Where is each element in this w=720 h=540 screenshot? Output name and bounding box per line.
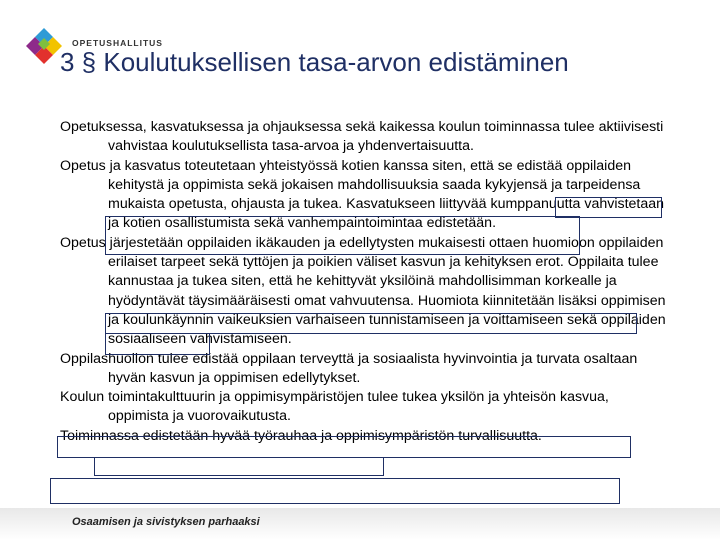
footer-slogan: Osaamisen ja sivistyksen parhaaksi xyxy=(72,516,260,528)
highlight-box xyxy=(105,313,637,334)
opetushallitus-logo-icon xyxy=(24,26,64,66)
paragraph: Opetus ja kasvatus toteutetaan yhteistyössä kotien kanssa siten, että se edistää oppilaiden kehitystä ja oppimista sekä jokaisen mahdollisuuksia saada kykyjensä ja tarpeidensa mukaista opetusta, ohjausta ja tukea. Kasvatukseen liittyvää kumppanuutta vahvistetaan ja kotien osallistumista sekä vanhempaintoimintaa edistetään. xyxy=(60,157,665,232)
slide-body xyxy=(60,118,670,446)
highlight-box xyxy=(50,478,620,504)
highlight-box xyxy=(105,216,580,255)
highlight-box xyxy=(57,436,631,458)
paragraph: Opetus järjestetään oppilaiden ikäkauden ja edellytysten mukaisesti ottaen huomioon oppilaiden erilaiset tarpeet sekä tyttöjen ja poikien väliset kasvun ja kehityksen erot. Oppilaita tulee kannustaa ja tukea siten, että he kehittyvät yksilöinä mahdollisimman korkealle ja hyödyntävät täysimääräisesti omat vahvuutensa. Huomiota kiinnitetään lisäksi oppimisen ja koulunkäynnin vaikeuksien varhaiseen tunnistamiseen ja voittamiseen sekä oppilaiden sosiaaliseen vahvistamiseen. xyxy=(60,234,666,348)
paragraph: Toiminnassa edistetään hyvää työrauhaa ja oppimisympäristön turvallisuutta. xyxy=(60,427,542,444)
paragraph: Oppilashuollon tulee edistää oppilaan terveyttä ja sosiaalista hyvinvointia ja turvata osaltaan hyvän kasvun ja oppimisen edellytykset. xyxy=(60,350,638,386)
highlight-box xyxy=(555,197,662,218)
page-title: 3 § Koulutuksellisen tasa-arvon edistäminen xyxy=(60,47,569,77)
highlight-box xyxy=(94,457,384,476)
org-name: OPETUSHALLITUS xyxy=(72,38,163,48)
highlight-box xyxy=(105,333,210,355)
paragraph: Koulun toimintakulttuurin ja oppimisympäristöjen tulee tukea yksilön ja yhteisön kasvua, oppimista ja vuorovaikutusta. xyxy=(60,389,609,425)
paragraph: Opetuksessa, kasvatuksessa ja ohjauksessa sekä kaikessa koulun toiminnassa tulee aktiivisesti vahvistaa koulutuksellista tasa-arvoa ja yhdenvertaisuutta. xyxy=(60,119,664,155)
